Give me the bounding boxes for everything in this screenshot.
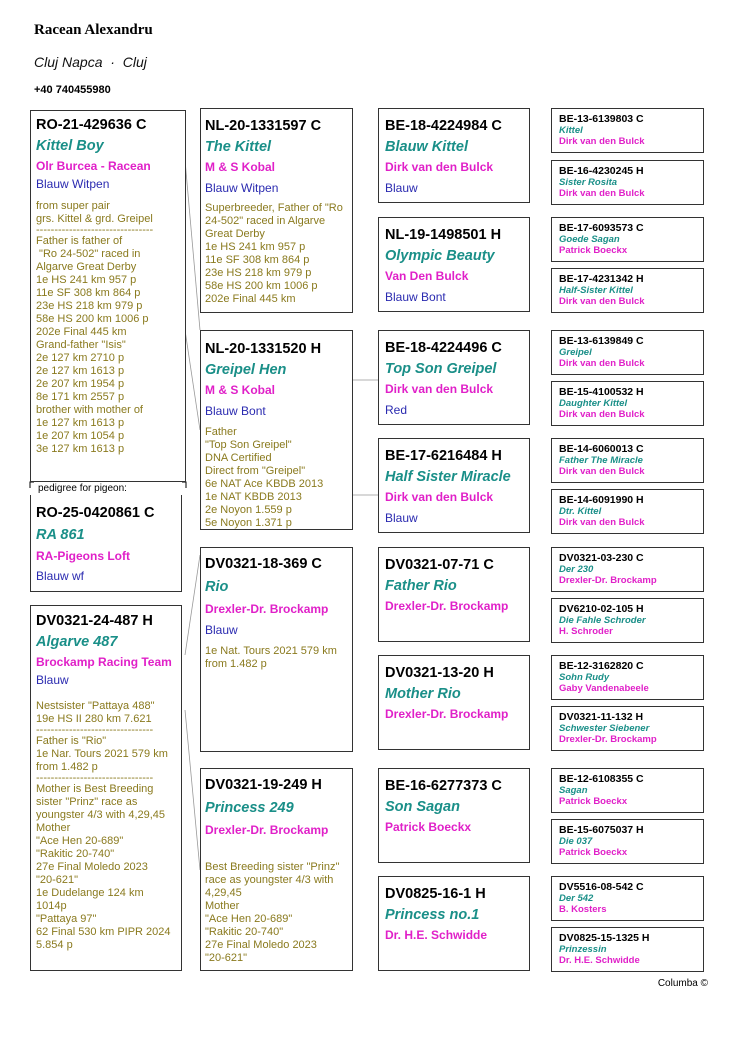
gggp-name: Daughter Kittel — [559, 398, 628, 409]
grandparent-breeder: Drexler-Dr. Brockamp — [205, 602, 329, 616]
gggp-ring: BE-15-6075037 H — [559, 824, 644, 836]
note-line: sister "Prinz" race as — [36, 796, 138, 808]
gggp-name: Dtr. Kittel — [559, 506, 602, 517]
gggp-ring: DV0321-11-132 H — [559, 711, 644, 723]
note-line: 19e HS II 280 km 7.621 — [36, 713, 152, 725]
note-line: "20-621" — [36, 874, 79, 886]
gggp-ring: BE-13-6139803 C — [559, 113, 644, 125]
gggp-card[interactable] — [551, 927, 704, 972]
note-line: "Pattaya 97" — [36, 913, 97, 925]
note-line: Mother — [205, 900, 240, 912]
gggp-name: Kittel — [559, 125, 583, 136]
footer-credit: Columba © — [657, 978, 708, 989]
note-line: 58e HS 200 km 1006 p — [36, 313, 149, 325]
gggp-ring: BE-16-4230245 H — [559, 165, 644, 177]
subject-color: Blauw wf — [36, 569, 85, 583]
gggp-breeder: Patrick Boeckx — [559, 245, 628, 256]
grandparent-card[interactable] — [200, 768, 353, 971]
gggp-card[interactable] — [551, 438, 704, 483]
note-line: 202e Final 445 km — [36, 326, 127, 338]
gggp-ring: BE-17-4231342 H — [559, 273, 644, 285]
ggp-breeder: Van Den Bulck — [385, 269, 469, 283]
grandparent-breeder: M & S Kobal — [205, 160, 276, 174]
father-notes — [36, 200, 180, 456]
note-line: from 1.482 p — [205, 658, 267, 670]
gggp-ring: BE-15-4100532 H — [559, 386, 644, 398]
grandparent-ring: NL-20-1331520 H — [205, 341, 322, 357]
gggp-name: Prinzessin — [559, 944, 607, 955]
note-line: Superbreeder, Father of "Ro — [205, 202, 343, 214]
note-line: Father is father of — [36, 235, 123, 247]
gggp-name: Die 037 — [559, 836, 593, 847]
note-line: 6e NAT Ace KBDB 2013 — [205, 478, 324, 490]
mother-notes — [36, 700, 176, 952]
subject-name: RA 861 — [36, 527, 85, 543]
note-line: 8e 171 km 2557 p — [36, 391, 125, 403]
ggp-ring: BE-18-4224984 C — [385, 118, 502, 134]
note-line: from 1.482 p — [36, 761, 98, 773]
note-line: grs. Kittel & grd. Greipel — [36, 213, 153, 225]
note-line: "Rakitic 20-740" — [36, 848, 115, 860]
gggp-card[interactable] — [551, 768, 704, 813]
note-line: Mother is Best Breeding — [36, 783, 154, 795]
grandparent-notes — [205, 861, 347, 965]
grandparent-ring: NL-20-1331597 C — [205, 118, 322, 134]
gggp-breeder: Drexler-Dr. Brockamp — [559, 575, 657, 586]
owner-region: Cluj — [122, 54, 147, 70]
mother-breeder: Brockamp Racing Team — [36, 655, 172, 669]
note-line: 27e Final Moledo 2023 — [205, 939, 317, 951]
note-line: 1014p — [36, 900, 67, 912]
father-name: Kittel Boy — [36, 138, 104, 154]
gggp-ring: BE-13-6139849 C — [559, 335, 644, 347]
note-line: Algarve Great Derby — [36, 261, 137, 273]
ggp-name: Mother Rio — [385, 686, 461, 702]
mother-card[interactable] — [30, 605, 182, 971]
gggp-card[interactable] — [551, 381, 704, 426]
note-line: 24-502" raced in Algarve — [205, 215, 326, 227]
gggp-name: Sohn Rudy — [559, 672, 610, 683]
gggp-breeder: Dr. H.E. Schwidde — [559, 955, 640, 966]
note-line: 202e Final 445 km — [205, 293, 296, 305]
father-breeder: Olr Burcea - Racean — [36, 159, 151, 173]
connector-line — [185, 555, 200, 655]
mother-color: Blauw — [36, 673, 69, 687]
ggp-ring: DV0321-07-71 C — [385, 557, 494, 573]
note-line: "Ace Hen 20-689" — [205, 913, 293, 925]
gggp-ring: BE-12-6108355 C — [559, 773, 644, 785]
gggp-name: Goede Sagan — [559, 234, 620, 245]
gggp-breeder: Dirk van den Bulck — [559, 409, 645, 420]
grandparent-color: Blauw — [205, 623, 238, 637]
father-card[interactable] — [30, 110, 186, 482]
ggp-ring: NL-19-1498501 H — [385, 227, 502, 243]
ggp-ring: BE-18-4224496 C — [385, 340, 502, 356]
gggp-breeder: Gaby Vandenabeele — [559, 683, 649, 694]
ggp-name: Father Rio — [385, 578, 457, 594]
ggp-name: Son Sagan — [385, 799, 460, 815]
ggp-breeder: Drexler-Dr. Brockamp — [385, 599, 509, 613]
note-line: Best Breeding sister "Prinz" — [205, 861, 340, 873]
subject-breeder: RA-Pigeons Loft — [36, 549, 130, 563]
owner-phone: +40 740455980 — [34, 84, 111, 96]
great-grandparent-card[interactable] — [378, 768, 530, 863]
gggp-ring: DV0825-15-1325 H — [559, 932, 650, 944]
note-line: Nestsister "Pattaya 488" — [36, 700, 155, 712]
gggp-breeder: Drexler-Dr. Brockamp — [559, 734, 657, 745]
owner-name: Racean Alexandru — [34, 22, 153, 38]
grandparent-notes — [205, 426, 347, 530]
grandparent-ring: DV0321-18-369 C — [205, 556, 322, 572]
gggp-ring: BE-14-6060013 C — [559, 443, 644, 455]
note-line: 1e HS 241 km 957 p — [205, 241, 306, 253]
grandparent-notes — [205, 645, 347, 671]
ggp-color: Blauw Bont — [385, 290, 446, 304]
ggp-color: Blauw — [385, 511, 418, 525]
great-grandparent-card[interactable] — [378, 330, 530, 425]
subject-card[interactable] — [30, 495, 182, 592]
note-line: 5e Noyon 1.371 p — [205, 517, 292, 529]
gggp-ring: DV0321-03-230 C — [559, 552, 644, 564]
gggp-card[interactable] — [551, 217, 704, 262]
connector-line — [185, 710, 200, 870]
great-grandparent-card[interactable] — [378, 217, 530, 312]
ggp-breeder: Patrick Boeckx — [385, 820, 472, 834]
owner-location — [34, 54, 147, 70]
note-line: 1e NAT KBDB 2013 — [205, 491, 302, 503]
gggp-ring: BE-12-3162820 C — [559, 660, 644, 672]
great-grandparent-card[interactable] — [378, 655, 530, 750]
mother-name: Algarve 487 — [36, 634, 118, 650]
great-grandparent-card[interactable] — [378, 438, 530, 533]
note-line: "Ro 24-502" raced in — [36, 248, 141, 260]
note-line: -------------------------------- — [36, 226, 154, 235]
ggp-color: Red — [385, 403, 408, 417]
ggp-breeder: Dirk van den Bulck — [385, 382, 494, 396]
note-line: race as youngster 4/3 with — [205, 874, 334, 886]
ggp-name: Top Son Greipel — [385, 361, 497, 377]
ggp-color: Blauw — [385, 181, 418, 195]
gggp-breeder: Dirk van den Bulck — [559, 136, 645, 147]
note-line: youngster 4/3 with 4,29,45 — [36, 809, 166, 821]
connector-line — [185, 160, 200, 330]
gggp-name: Die Fahle Schroder — [559, 615, 646, 626]
note-line: "Rakitic 20-740" — [205, 926, 284, 938]
ggp-ring: BE-17-6216484 H — [385, 448, 502, 464]
ggp-name: Blauw Kittel — [385, 139, 468, 155]
note-line: 2e 127 km 2710 p — [36, 352, 125, 364]
gggp-breeder: Dirk van den Bulck — [559, 358, 645, 369]
note-line: from super pair — [36, 200, 110, 212]
note-line: 2e 127 km 1613 p — [36, 365, 125, 377]
note-line: 11e SF 308 km 864 p — [205, 254, 310, 266]
note-line: Father is "Rio" — [36, 735, 107, 747]
father-color: Blauw Witpen — [36, 177, 110, 191]
gggp-name: Half-Sister Kittel — [559, 285, 633, 296]
grandparent-name: Rio — [205, 579, 229, 595]
connector-line — [185, 330, 200, 430]
gggp-name: Father The Miracle — [559, 455, 643, 466]
gggp-breeder: H. Schroder — [559, 626, 613, 637]
ggp-ring: BE-16-6277373 C — [385, 778, 502, 794]
grandparent-card[interactable] — [200, 108, 353, 313]
legend-bracket-right — [182, 482, 186, 488]
note-line: Mother — [36, 822, 71, 834]
note-line: "Ace Hen 20-689" — [36, 835, 124, 847]
note-line: 3e 127 km 1613 p — [36, 443, 125, 455]
gggp-breeder: Dirk van den Bulck — [559, 517, 645, 528]
ggp-breeder: Dirk van den Bulck — [385, 160, 494, 174]
mother-ring: DV0321-24-487 H — [36, 613, 153, 629]
grandparent-color: Blauw Witpen — [205, 181, 279, 195]
note-line: brother with mother of — [36, 404, 143, 416]
gggp-card[interactable] — [551, 108, 704, 153]
note-line: Great Derby — [205, 228, 265, 240]
gggp-name: Sagan — [559, 785, 588, 796]
note-line: 27e Final Moledo 2023 — [36, 861, 148, 873]
note-line: 1e HS 241 km 957 p — [36, 274, 137, 286]
gggp-ring: DV6210-02-105 H — [559, 603, 644, 615]
note-line: "20-621" — [205, 952, 248, 964]
great-grandparent-card[interactable] — [378, 547, 530, 642]
gggp-name: Der 542 — [559, 893, 594, 904]
grandparent-name: Princess 249 — [205, 800, 294, 816]
location-separator: · — [110, 54, 115, 70]
note-line: Direct from "Greipel" — [205, 465, 306, 477]
grandparent-breeder: M & S Kobal — [205, 383, 276, 397]
note-line: Father — [205, 426, 237, 438]
gggp-card[interactable] — [551, 655, 704, 700]
note-line: Grand-father "Isis" — [36, 339, 126, 351]
ggp-breeder: Dr. H.E. Schwidde — [385, 928, 488, 942]
note-line: 1e Nar. Tours 2021 579 km — [36, 748, 168, 760]
note-line: 11e SF 308 km 864 p — [36, 287, 141, 299]
great-grandparent-card[interactable] — [378, 876, 530, 971]
note-line: 2e 207 km 1954 p — [36, 378, 125, 390]
note-line: -------------------------------- — [36, 774, 154, 783]
gggp-breeder: B. Kosters — [559, 904, 607, 915]
gggp-card[interactable] — [551, 706, 704, 751]
note-line: 1e Nat. Tours 2021 579 km — [205, 645, 337, 657]
gggp-name: Sister Rosita — [559, 177, 618, 188]
gggp-breeder: Patrick Boeckx — [559, 796, 628, 807]
ggp-ring: DV0825-16-1 H — [385, 886, 486, 902]
note-line: 23e HS 218 km 979 p — [205, 267, 312, 279]
note-line: 58e HS 200 km 1006 p — [205, 280, 318, 292]
great-grandparent-card[interactable] — [378, 108, 530, 203]
gggp-card[interactable] — [551, 819, 704, 864]
gggp-breeder: Dirk van den Bulck — [559, 188, 645, 199]
ggp-breeder: Dirk van den Bulck — [385, 490, 494, 504]
gggp-name: Der 230 — [559, 564, 594, 575]
pedigree-legend: pedigree for pigeon: — [38, 483, 127, 494]
grandparent-ring: DV0321-19-249 H — [205, 777, 322, 793]
gggp-card[interactable] — [551, 489, 704, 534]
note-line: DNA Certified — [205, 452, 272, 464]
note-line: 4,29,45 — [205, 887, 242, 899]
ggp-name: Half Sister Miracle — [385, 469, 511, 485]
gggp-card[interactable] — [551, 547, 704, 592]
note-line: 62 Final 530 km PIPR 2024 — [36, 926, 171, 938]
owner-city: Cluj Napca — [34, 54, 103, 70]
legend-bracket-left — [30, 482, 34, 488]
gggp-name: Schwester Siebener — [559, 723, 650, 734]
ggp-ring: DV0321-13-20 H — [385, 665, 494, 681]
gggp-name: Greipel — [559, 347, 592, 358]
note-line: "Top Son Greipel" — [205, 439, 292, 451]
grandparent-notes — [205, 202, 347, 306]
grandparent-name: Greipel Hen — [205, 362, 287, 378]
gggp-ring: BE-17-6093573 C — [559, 222, 644, 234]
note-line: -------------------------------- — [36, 726, 154, 735]
gggp-ring: DV5516-08-542 C — [559, 881, 644, 893]
gggp-card[interactable] — [551, 330, 704, 375]
ggp-breeder: Drexler-Dr. Brockamp — [385, 707, 509, 721]
subject-ring: RO-25-0420861 C — [36, 505, 155, 521]
gggp-card[interactable] — [551, 876, 704, 921]
note-line: 1e Dudelange 124 km — [36, 887, 144, 899]
note-line: 1e 127 km 1613 p — [36, 417, 125, 429]
gggp-breeder: Patrick Boeckx — [559, 847, 628, 858]
grandparent-name: The Kittel — [205, 139, 272, 155]
father-ring: RO-21-429636 C — [36, 117, 147, 133]
note-line: 5.854 p — [36, 939, 73, 951]
grandparent-color: Blauw Bont — [205, 404, 266, 418]
gggp-breeder: Dirk van den Bulck — [559, 466, 645, 477]
gggp-ring: BE-14-6091990 H — [559, 494, 644, 506]
grandparent-card[interactable] — [200, 547, 353, 752]
grandparent-breeder: Drexler-Dr. Brockamp — [205, 823, 329, 837]
note-line: 23e HS 218 km 979 p — [36, 300, 143, 312]
gggp-breeder: Dirk van den Bulck — [559, 296, 645, 307]
note-line: 2e Noyon 1.559 p — [205, 504, 292, 516]
note-line: 1e 207 km 1054 p — [36, 430, 125, 442]
grandparent-card[interactable] — [200, 330, 353, 530]
gggp-card[interactable] — [551, 598, 704, 643]
gggp-card[interactable] — [551, 268, 704, 313]
ggp-name: Olympic Beauty — [385, 248, 495, 264]
ggp-name: Princess no.1 — [385, 907, 480, 923]
gggp-card[interactable] — [551, 160, 704, 205]
